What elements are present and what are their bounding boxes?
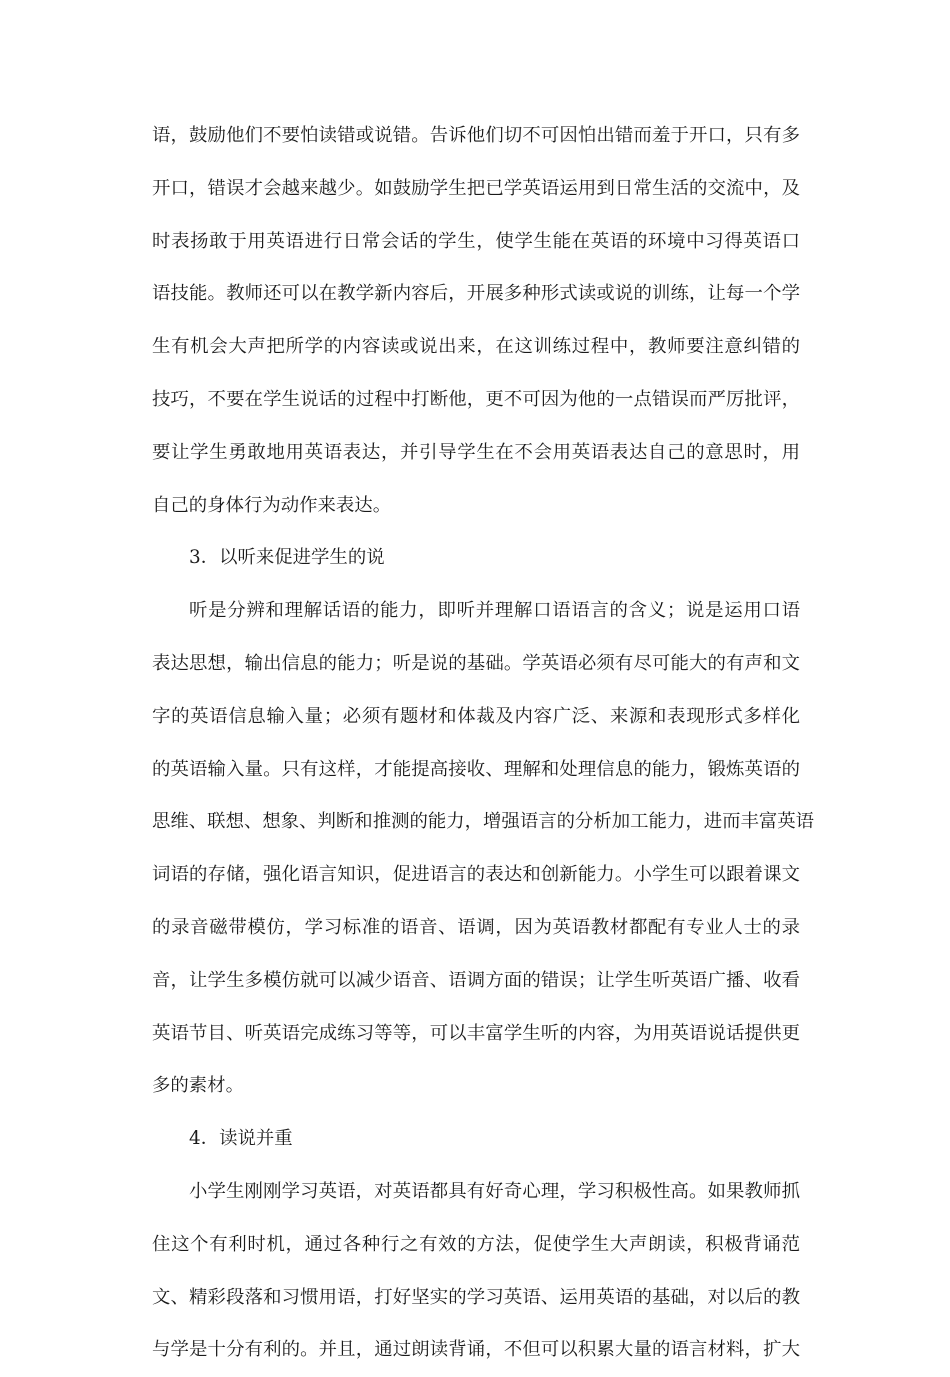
paragraph-3 [152, 1166, 800, 1377]
paragraph-line: 小学生刚刚学习英语，对英语都具有好奇心理，学习积极性高。如果教师抓 [189, 1180, 800, 1202]
paragraph-line: 思维、联想、想象、判断和推测的能力，增强语言的分析加工能力，进而丰富英语 [152, 811, 815, 833]
paragraph-line: 技巧，不要在学生说话的过程中打断他，更不可因为他的一点错误而严厉批评， [152, 388, 800, 410]
body-text [152, 110, 815, 1377]
paragraph-line: 生有机会大声把所学的内容读或说出来，在这训练过程中，教师要注意纠错的 [152, 336, 800, 358]
paragraph-line: 音，让学生多模仿就可以减少语音、语调方面的错误；让学生听英语广播、收看 [152, 969, 800, 991]
paragraph-line: 字的英语信息输入量；必须有题材和体裁及内容广泛、来源和表现形式多样化 [152, 705, 800, 727]
paragraph-line: 表达思想，输出信息的能力；听是说的基础。学英语必须有尽可能大的有声和文 [152, 652, 800, 674]
paragraph-2 [152, 585, 815, 1113]
paragraph-line: 自己的身体行为动作来表达。 [152, 494, 392, 516]
paragraph-line: 语，鼓励他们不要怕读错或说错。告诉他们切不可因怕出错而羞于开口，只有多 [152, 125, 800, 146]
paragraph-line: 开口，错误才会越来越少。如鼓励学生把已学英语运用到日常生活的交流中，及 [152, 177, 800, 199]
paragraph-line: 与学是十分有利的。并且，通过朗读背诵，不但可以积累大量的语言材料，扩大 [152, 1339, 800, 1361]
paragraph-line: 语技能。教师还可以在教学新内容后，开展多种形式读或说的训练，让每一个学 [152, 283, 800, 305]
paragraph-line: 时表扬敢于用英语进行日常会话的学生，使学生能在英语的环境中习得英语口 [152, 230, 800, 252]
paragraph-line: 的录音磁带模仿，学习标准的语音、语调，因为英语教材都配有专业人士的录 [152, 916, 800, 938]
paragraph-line: 英语节目、听英语完成练习等等，可以丰富学生听的内容，为用英语说话提供更 [152, 1022, 800, 1044]
paragraph-line: 词语的存储，强化语言知识，促进语言的表达和创新能力。小学生可以跟着课文 [152, 864, 800, 886]
paragraph-1 [152, 110, 800, 532]
paragraph-line: 多的素材。 [152, 1075, 244, 1097]
paragraph-line: 文、精彩段落和习惯用语，打好坚实的学习英语、运用英语的基础，对以后的教 [152, 1286, 800, 1308]
section-heading-4: 4．读说并重 [189, 1128, 293, 1150]
paragraph-line: 要让学生勇敢地用英语表达，并引导学生在不会用英语表达自己的意思时，用 [152, 441, 800, 463]
section-heading-3: 3．以听来促进学生的说 [189, 547, 385, 569]
paragraph-line: 听是分辨和理解话语的能力，即听并理解口语语言的含义；说是运用口语 [189, 600, 800, 622]
paragraph-line: 住这个有利时机，通过各种行之有效的方法，促使学生大声朗读，积极背诵范 [152, 1233, 800, 1255]
paragraph-line: 的英语输入量。只有这样，才能提高接收、理解和处理信息的能力，锻炼英语的 [152, 758, 800, 780]
